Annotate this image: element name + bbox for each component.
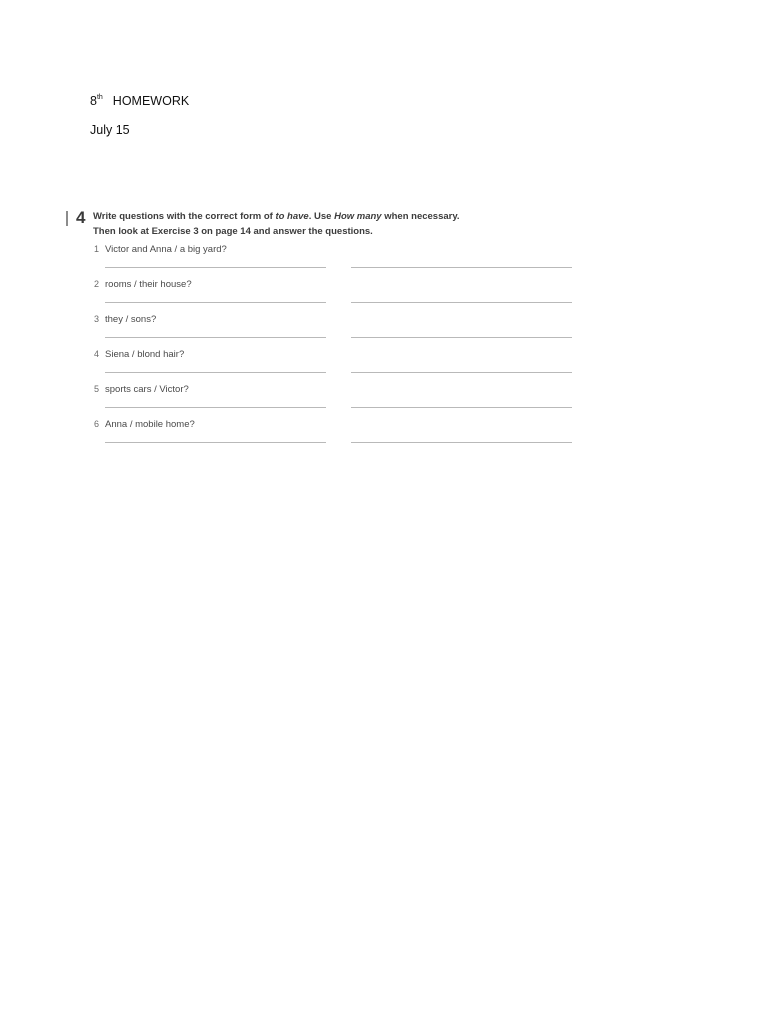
item-number: 2 [94,279,100,289]
item-prompt: Anna / mobile home? [105,419,195,430]
exercise-item [93,279,583,313]
exercise-marker-bar [66,211,68,226]
homework-title [90,94,189,108]
exercise-item [93,384,583,418]
item-prompt: rooms / their house? [105,279,192,290]
exercise-item [93,349,583,383]
instruction-text: . Use [308,211,335,222]
exercise-instruction-line-2: Then look at Exercise 3 on page 14 and answer the questions. [93,226,373,237]
homework-label: HOMEWORK [112,94,190,108]
answer-line[interactable] [351,407,572,408]
instruction-emphasis-to-have: to have [275,211,309,222]
answer-line[interactable] [351,442,572,443]
item-number: 4 [94,349,100,359]
question-answer-line[interactable] [105,407,326,408]
answer-line[interactable] [351,267,572,268]
exercise-instruction-line-1 [93,211,460,222]
item-prompt: Victor and Anna / a big yard? [105,244,227,255]
answer-line[interactable] [351,337,572,338]
question-answer-line[interactable] [105,267,326,268]
exercise-number: 4 [76,208,86,227]
item-number: 5 [94,384,100,394]
homework-date: July 15 [90,123,130,137]
item-prompt: sports cars / Victor? [105,384,189,395]
instruction-text: when necessary. [381,211,460,222]
answer-line[interactable] [351,372,572,373]
homework-number: 8 [90,94,97,108]
homework-number-suffix: th [96,94,103,101]
exercise-item [93,244,583,278]
instruction-emphasis-how-many: How many [334,211,382,222]
exercise-item [93,419,583,453]
item-number: 6 [94,419,100,429]
question-answer-line[interactable] [105,302,326,303]
exercise-4 [66,206,586,456]
question-answer-line[interactable] [105,442,326,443]
exercise-item [93,314,583,348]
item-prompt: Siena / blond hair? [105,349,185,360]
instruction-text: Write questions with the correct form of [93,211,276,222]
item-number: 3 [94,314,100,324]
item-number: 1 [94,244,100,254]
question-answer-line[interactable] [105,372,326,373]
answer-line[interactable] [351,302,572,303]
question-answer-line[interactable] [105,337,326,338]
item-prompt: they / sons? [105,314,157,325]
